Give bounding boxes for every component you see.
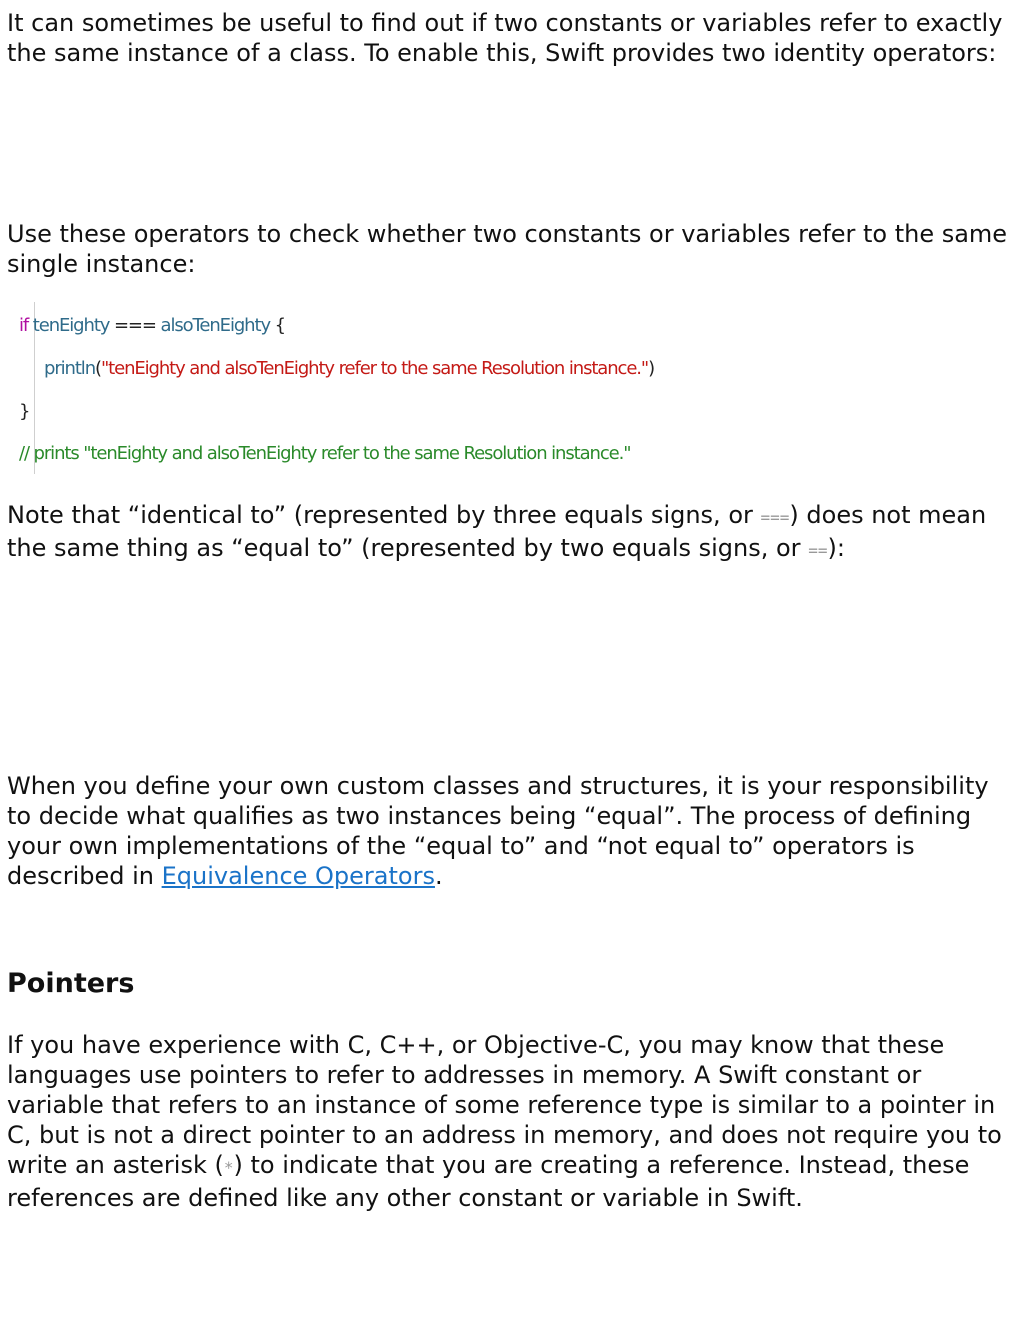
- note-text: ):: [827, 534, 845, 562]
- code-comment: // prints "tenEighty and alsoTenEighty refer to the same Resolution instance.": [19, 443, 631, 464]
- usage-paragraph: Use these operators to check whether two constants or variables refer to the same single instance:: [7, 220, 1008, 278]
- custom-text: When you define your own custom classes and structures, it is your responsibility to decide what qualifies as two instances being “equal”. The process of defining your own implementations of the “equal to” and “not equal to” operators is described in: [7, 772, 989, 890]
- inline-code-equal: ==: [808, 541, 828, 560]
- code-line-if: [19, 315, 285, 336]
- code-keyword: if: [19, 315, 29, 336]
- code-line-close: [19, 401, 29, 422]
- pointers-text: ) to indicate that you are creating a reference. Instead, these references are defined like any other constant or variable in Swift.: [7, 1151, 970, 1212]
- code-function: println: [44, 358, 96, 379]
- note-text: ) does not mean the same thing as “equal to” (represented by two equals signs, or: [7, 501, 987, 562]
- pointers-paragraph: [7, 1030, 1012, 1213]
- inline-code-asterisk: *: [223, 1158, 234, 1177]
- section-heading-pointers: Pointers: [7, 968, 135, 999]
- code-paren-open: (: [95, 358, 101, 379]
- intro-paragraph: It can sometimes be useful to find out if two constants or variables refer to exactly the same instance of a class. To enable this, Swift provides two identity operators:: [7, 9, 1003, 67]
- code-brace-open: {: [274, 315, 285, 336]
- code-identifier: alsoTenEighty: [160, 315, 270, 336]
- custom-classes-paragraph: [7, 771, 1012, 891]
- code-string: "tenEighty and alsoTenEighty refer to the same Resolution instance.": [100, 358, 649, 379]
- code-line-comment: [19, 443, 630, 464]
- note-paragraph: [7, 500, 1012, 566]
- pointers-text: If you have experience with C, C++, or Objective-C, you may know that these languages use pointers to refer to addresses in memory. A Swift constant or variable that refers to an instance of some reference type is similar to a pointer in C, but is not a direct pointer to an address in memory, and does not require you to write an asterisk (: [7, 1031, 1002, 1179]
- code-block: [7, 302, 707, 474]
- code-operator: ===: [113, 315, 156, 336]
- inline-code-identity: ===: [760, 508, 790, 527]
- custom-text: .: [434, 862, 443, 890]
- code-line-println: [44, 358, 654, 379]
- note-text: Note that “identical to” (represented by three equals signs, or: [7, 501, 761, 529]
- code-paren-close: ): [648, 358, 655, 379]
- equivalence-operators-link[interactable]: Equivalence Operators: [161, 862, 435, 890]
- code-identifier: tenEighty: [32, 315, 110, 336]
- code-brace-close: }: [19, 401, 30, 422]
